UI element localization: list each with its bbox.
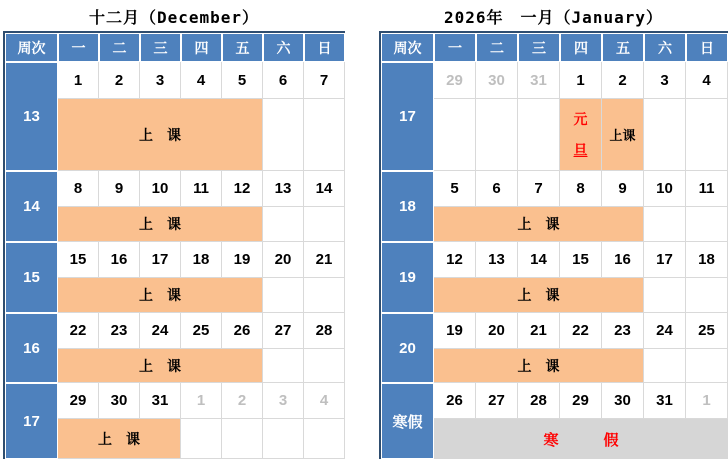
date-cell: 29 [560, 383, 602, 419]
date-cell: 25 [686, 313, 728, 349]
calendar-table-december [3, 31, 345, 459]
date-cell: 10 [140, 171, 181, 207]
empty-band-cell [304, 419, 345, 459]
empty-band-cell [263, 349, 304, 383]
date-cell: 4 [686, 62, 728, 99]
date-cell: 31 [518, 62, 560, 99]
date-cell: 3 [644, 62, 686, 99]
date-cell: 14 [304, 171, 345, 207]
date-cell: 1 [560, 62, 602, 99]
day-header-cell: 二 [476, 33, 518, 62]
date-cell: 2 [602, 62, 644, 99]
day-header-cell: 三 [140, 33, 181, 62]
date-cell: 7 [518, 171, 560, 207]
date-cell: 24 [140, 313, 181, 349]
date-cell: 31 [140, 383, 181, 419]
empty-band-cell [686, 207, 728, 242]
date-cell: 17 [140, 242, 181, 278]
week-number-cell: 18 [381, 171, 434, 242]
empty-band-cell [181, 419, 222, 459]
date-cell: 1 [181, 383, 222, 419]
date-cell: 4 [181, 62, 222, 99]
date-cell: 28 [304, 313, 345, 349]
empty-band-cell [476, 99, 518, 171]
date-cell: 4 [304, 383, 345, 419]
empty-band-cell [686, 349, 728, 383]
day-header-cell: 日 [686, 33, 728, 62]
day-header-cell: 一 [434, 33, 476, 62]
date-cell: 5 [434, 171, 476, 207]
calendar-table-january [379, 31, 728, 459]
date-cell: 2 [222, 383, 263, 419]
date-cell: 19 [222, 242, 263, 278]
date-cell: 11 [686, 171, 728, 207]
date-cell: 5 [222, 62, 263, 99]
date-cell: 26 [222, 313, 263, 349]
empty-band-cell [304, 349, 345, 383]
date-cell: 14 [518, 242, 560, 278]
date-cell: 10 [644, 171, 686, 207]
date-cell: 12 [434, 242, 476, 278]
empty-band-cell [644, 349, 686, 383]
week-number-cell: 14 [5, 171, 58, 242]
new-year-holiday-cell [560, 99, 602, 171]
day-header-cell: 五 [222, 33, 263, 62]
empty-band-cell [686, 278, 728, 313]
empty-band-cell [518, 99, 560, 171]
empty-band-cell [304, 99, 345, 171]
day-header-cell: 五 [602, 33, 644, 62]
date-cell: 16 [602, 242, 644, 278]
date-cell: 30 [476, 62, 518, 99]
date-cell: 6 [263, 62, 304, 99]
class-band: 上 课 [434, 349, 644, 383]
day-header-cell: 四 [181, 33, 222, 62]
date-cell: 21 [518, 313, 560, 349]
date-cell: 15 [58, 242, 99, 278]
holiday-text-line: 旦 [573, 141, 588, 158]
day-header-cell: 三 [518, 33, 560, 62]
date-cell: 13 [476, 242, 518, 278]
empty-band-cell [263, 207, 304, 242]
class-band: 上 课 [434, 207, 644, 242]
empty-band-cell [686, 99, 728, 171]
week-number-header-cell: 周次 [5, 33, 58, 62]
date-cell: 7 [304, 62, 345, 99]
date-cell: 3 [263, 383, 304, 419]
date-cell: 23 [99, 313, 140, 349]
date-cell: 3 [140, 62, 181, 99]
class-band: 上 课 [58, 419, 181, 459]
empty-band-cell [644, 278, 686, 313]
week-number-cell: 17 [5, 383, 58, 459]
week-number-header-cell: 周次 [381, 33, 434, 62]
date-cell: 27 [476, 383, 518, 419]
date-cell: 1 [58, 62, 99, 99]
class-band: 上 课 [58, 349, 263, 383]
date-cell: 20 [476, 313, 518, 349]
date-cell: 19 [434, 313, 476, 349]
week-number-cell: 15 [5, 242, 58, 313]
date-cell: 8 [58, 171, 99, 207]
date-cell: 22 [58, 313, 99, 349]
date-cell: 8 [560, 171, 602, 207]
week-number-cell: 13 [5, 62, 58, 171]
day-header-cell: 四 [560, 33, 602, 62]
date-cell: 17 [644, 242, 686, 278]
date-cell: 30 [99, 383, 140, 419]
day-header-cell: 日 [304, 33, 345, 62]
date-cell: 31 [644, 383, 686, 419]
day-header-cell: 一 [58, 33, 99, 62]
empty-band-cell [434, 99, 476, 171]
date-cell: 29 [434, 62, 476, 99]
date-cell: 29 [58, 383, 99, 419]
date-cell: 1 [686, 383, 728, 419]
month-title-december: 十二月（December） [88, 8, 260, 27]
date-cell: 9 [602, 171, 644, 207]
date-cell: 25 [181, 313, 222, 349]
empty-band-cell [263, 99, 304, 171]
date-cell: 30 [602, 383, 644, 419]
date-cell: 11 [181, 171, 222, 207]
date-cell: 18 [686, 242, 728, 278]
date-cell: 24 [644, 313, 686, 349]
date-cell: 27 [263, 313, 304, 349]
date-cell: 22 [560, 313, 602, 349]
date-cell: 23 [602, 313, 644, 349]
date-cell: 2 [99, 62, 140, 99]
date-cell: 13 [263, 171, 304, 207]
week-number-cell: 20 [381, 313, 434, 383]
date-cell: 12 [222, 171, 263, 207]
day-header-cell: 二 [99, 33, 140, 62]
week-number-cell: 寒假 [381, 383, 434, 459]
week-number-cell: 17 [381, 62, 434, 171]
winter-vacation-band: 寒 假 [434, 419, 728, 459]
date-cell: 9 [99, 171, 140, 207]
month-title-january: 2026年 一月（January） [444, 8, 663, 27]
empty-band-cell [644, 207, 686, 242]
empty-band-cell [263, 278, 304, 313]
empty-band-cell [222, 419, 263, 459]
empty-band-cell [304, 278, 345, 313]
week-number-cell: 19 [381, 242, 434, 313]
empty-band-cell [263, 419, 304, 459]
date-cell: 15 [560, 242, 602, 278]
class-band: 上 课 [58, 278, 263, 313]
date-cell: 16 [99, 242, 140, 278]
day-header-cell: 六 [263, 33, 304, 62]
day-header-cell: 六 [644, 33, 686, 62]
holiday-text-line: 元 [573, 111, 588, 128]
week-number-cell: 16 [5, 313, 58, 383]
class-band: 上课 [602, 99, 644, 171]
date-cell: 20 [263, 242, 304, 278]
date-cell: 18 [181, 242, 222, 278]
class-band: 上 课 [58, 99, 263, 171]
class-band: 上 课 [434, 278, 644, 313]
empty-band-cell [644, 99, 686, 171]
date-cell: 28 [518, 383, 560, 419]
date-cell: 26 [434, 383, 476, 419]
empty-band-cell [304, 207, 345, 242]
class-band: 上 课 [58, 207, 263, 242]
date-cell: 21 [304, 242, 345, 278]
date-cell: 6 [476, 171, 518, 207]
